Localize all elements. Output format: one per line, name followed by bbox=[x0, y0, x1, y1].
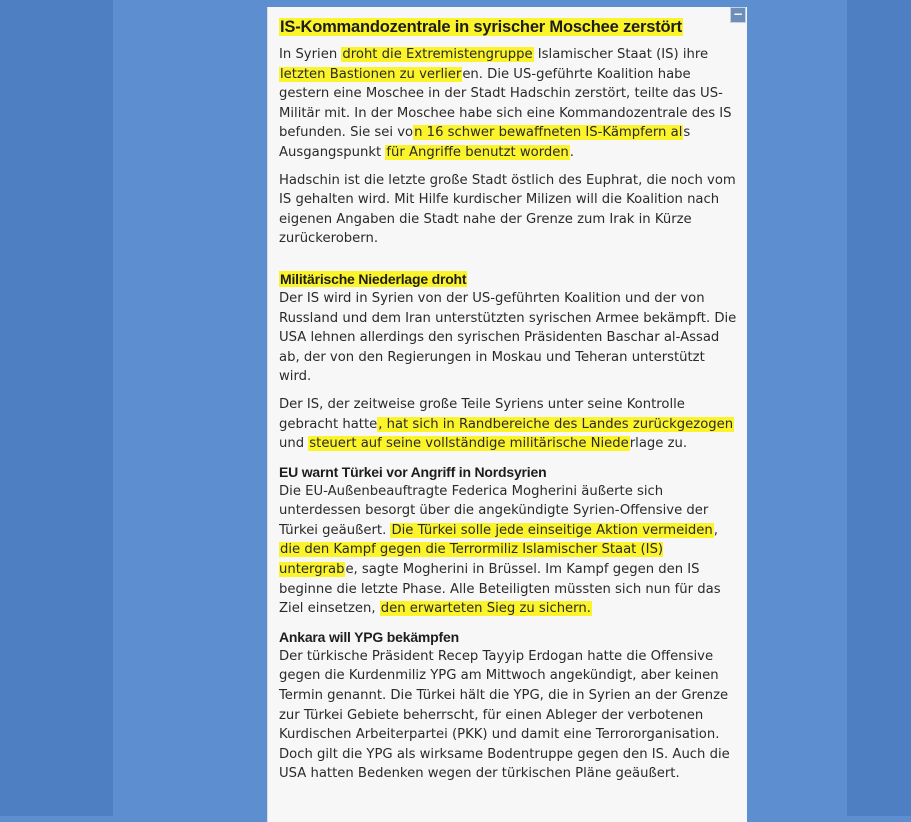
collapse-button[interactable]: − bbox=[730, 7, 746, 23]
article-content bbox=[279, 16, 739, 792]
highlight: steuert auf seine vollständige militärische Niede bbox=[309, 436, 629, 452]
highlight: die den Kampf gegen die Terrormiliz Islamischer Staat (IS) untergrab bbox=[279, 542, 664, 578]
highlight: den erwarteten Sieg zu sichern. bbox=[380, 601, 591, 617]
article-panel bbox=[267, 7, 747, 822]
paragraph-6: Der türkische Präsident Recep Tayyip Erdogan hatte die Offensive gegen die Kurdenmiliz YPG am Mittwoch angekündigt, aber keinen Termin genannt. Die Türkei hält die YPG, die in Syrien an der Grenze zur Türkei Gebiete beherrscht, für einen Ableger der verbotenen Kurdischen Arbeiterpartei (PKK) und damit eine Terrororganisation. Doch gilt die YPG als wirksame Bodentruppe gegen den IS. Auch die USA hatten Bedenken wegen der türkischen Pläne geäußert. bbox=[279, 648, 730, 782]
heading-military-defeat bbox=[279, 269, 739, 289]
left-background-strip bbox=[0, 0, 113, 816]
paragraph-5: Die EU-Außenbeauftragte Federica Mogherini äußerte sich unterdessen besorgt über die angekündigte Syrien-Offensive der Türkei geäußert. Die Türkei solle jede einseitige Aktion vermeiden, die den Kampf gegen die Terrormiliz Islamischer Staat (IS) untergrabe, sagte Mogherini in Brüssel. Im Kampf gegen den IS beginne die letzte Phase. Alle Beteiligten müssten sich nun für das Ziel einsetzen, den erwarteten Sieg zu sichern. bbox=[279, 483, 721, 617]
highlight: Die Türkei solle jede einseitige Aktion vermeiden bbox=[391, 522, 713, 538]
highlight: für Angriffe benutzt worden bbox=[386, 144, 569, 160]
paragraph-4: Der IS, der zeitweise große Teile Syriens unter seine Kontrolle gebracht hatte, hat sich in Randbereiche des Landes zurückgezogen und steuert auf seine vollständige militärische Niederlage zu. bbox=[279, 396, 734, 452]
paragraph-2: Hadschin ist die letzte große Stadt östlich des Euphrat, die noch vom IS gehalten wird. Mit Hilfe kurdischer Milizen will die Koalition nach eigenen Angaben die Stadt nahe der Grenze zum Irak in Kürze zurückerobern. bbox=[279, 172, 736, 247]
heading-ankara: Ankara will YPG bekämpfen bbox=[279, 628, 459, 645]
highlight: , hat sich in Randbereiche des Landes zurückgezogen bbox=[378, 416, 734, 432]
article-title bbox=[279, 16, 739, 38]
paragraph-1: In Syrien droht die Extremistengruppe Islamischer Staat (IS) ihre letzten Bastionen zu verlieren. Die US-geführte Koalition habe gestern eine Moschee in der Stadt Hadschin zerstört, teilte das US-Militär mit. In der Moschee habe sich eine Kommandozentrale des IS befunden. Sie sei von 16 schwer bewaffneten IS-Kämpfern als Ausgangspunkt für Angriffe benutzt worden. bbox=[279, 47, 732, 160]
right-background-strip bbox=[847, 0, 911, 816]
highlight: n 16 schwer bewaffneten IS-Kämpfern al bbox=[414, 125, 683, 141]
paragraph-3: Der IS wird in Syrien von der US-geführten Koalition und der von Russland und dem Iran unterstützten syrischen Armee bekämpft. Die USA lehnen allerdings den syrischen Präsidenten Baschar al-Assad ab, der von den Regierungen in Moskau und Teheran unterstützt wird. bbox=[279, 290, 737, 385]
heading-eu-warning: EU warnt Türkei vor Angriff in Nordsyrien bbox=[279, 463, 547, 480]
highlight: droht die Extremistengruppe bbox=[342, 47, 533, 62]
highlight: Militärische Niederlage droht bbox=[280, 270, 467, 287]
highlight: letzten Bastionen zu verlier bbox=[280, 66, 462, 82]
highlight: IS-Kommandozentrale in syrischer Moschee zerstört bbox=[280, 18, 682, 36]
